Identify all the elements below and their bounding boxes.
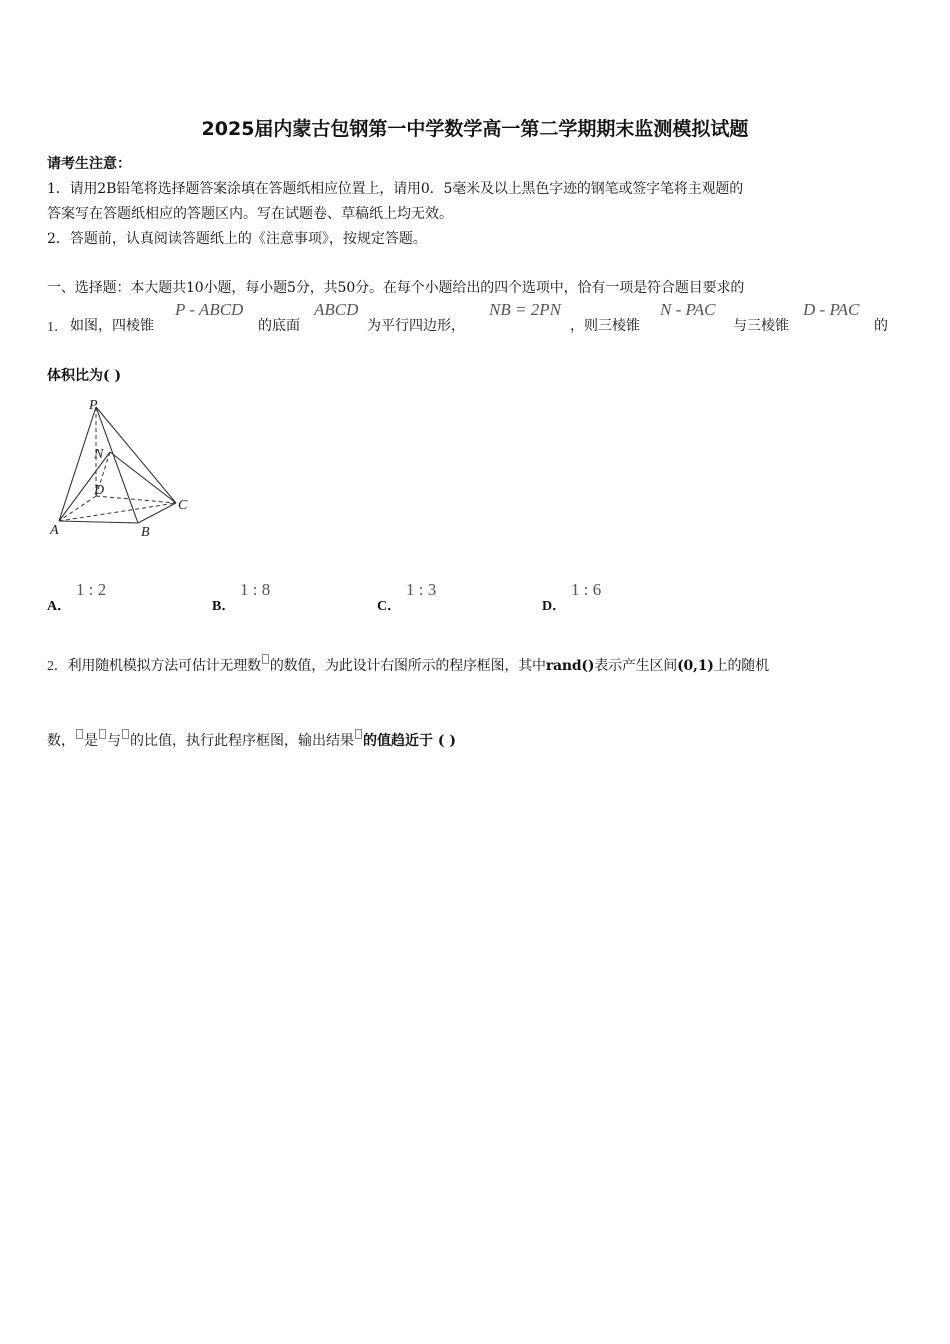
q2-text-2: 的数值，为此设计右图所示的程序框图，其中 [269,658,546,674]
notice-line-1b: 答案写在答题纸相应的答题区内。写在试题卷、草稿纸上均无效。 [47,206,453,222]
q1-math-pyramid: P - ABCD [175,300,244,319]
q2-line-2 [47,729,456,750]
q1-text-7: 体积比为( ) [47,368,122,384]
edge-nc [110,452,176,503]
q1-text-2: 的底面 [258,318,300,334]
q1-text-4: ，则三棱锥 [570,318,640,334]
label-a: A [50,523,59,538]
q1-math-ratio: NB = 2PN [489,300,561,319]
q2-text-10: 的比值，执行此程序框图，输出结果 [130,733,354,749]
q1-text-5: 与三棱锥 [733,318,789,334]
q1-math-dpac: D - PAC [803,300,860,319]
var-placeholder-icon [99,729,106,739]
q1-math-npac: N - PAC [660,300,716,319]
q2-text-9: 与 [107,733,121,749]
q2-text-7: 数， [47,733,75,749]
q1-text-6: 的 [874,318,888,334]
option-b-value[interactable]: 1 : 8 [240,580,271,599]
q2-text-4: 表示产生区间 [594,658,678,674]
option-d-label[interactable]: D． [542,599,567,614]
option-a-label[interactable]: A． [47,599,72,614]
q1-text-3: 为平行四边形， [367,318,465,334]
edge-pa [59,407,96,521]
q1-math-base: ABCD [314,300,359,319]
var-placeholder-icon [355,729,362,739]
notice-line-1: 1．请用2B铅笔将选择题答案涂填在答题纸相应位置上，请用0．5毫米及以上黑色字迹的钢笔或签字笔将主观题的 [47,181,744,197]
q1-number: 1． [47,320,68,335]
q2-number: 2． [47,659,68,674]
option-d-value[interactable]: 1 : 6 [571,580,602,599]
q2-text-6: 上的随机 [713,658,769,674]
q2-rand: rand() [545,658,595,674]
q2-text-11: 的值趋近于 ( ) [363,733,456,749]
notice-line-2: 2．答题前，认真阅读答题纸上的《注意事项》，按规定答题。 [47,231,427,247]
label-b: B [141,525,150,540]
edge-pb [96,407,138,523]
var-placeholder-icon [76,729,83,739]
page-title: 2025届内蒙古包钢第一中学数学高一第二学期期末监测模拟试题 [201,118,749,140]
label-n: N [94,447,104,462]
q2-interval: (0,1) [677,658,714,674]
q1-text-1: 如图，四棱锥 [70,318,154,334]
pyramid-figure [44,395,204,545]
q2-text-1: 利用随机模拟方法可估计无理数 [67,658,261,674]
edge-dc-hidden [96,496,176,503]
option-c-value[interactable]: 1 : 3 [406,580,437,599]
q2-text-8: 是 [84,733,98,749]
section-heading: 一、选择题：本大题共10小题，每小题5分，共50分。在每个小题给出的四个选项中，恰有一项是符合题目要求的 [47,280,745,296]
var-placeholder-icon [122,729,129,739]
edge-ad-hidden [59,496,96,521]
q2-line-1 [47,654,769,675]
option-c-label[interactable]: C． [377,599,402,614]
pi-placeholder-icon [262,654,269,664]
option-a-value[interactable]: 1 : 2 [76,580,107,599]
edge-ab [59,521,138,523]
notice-heading: 请考生注意： [47,156,131,172]
label-d: D [94,483,105,498]
label-p: P [89,398,98,413]
label-c: C [178,498,188,513]
option-b-label[interactable]: B． [212,599,236,614]
